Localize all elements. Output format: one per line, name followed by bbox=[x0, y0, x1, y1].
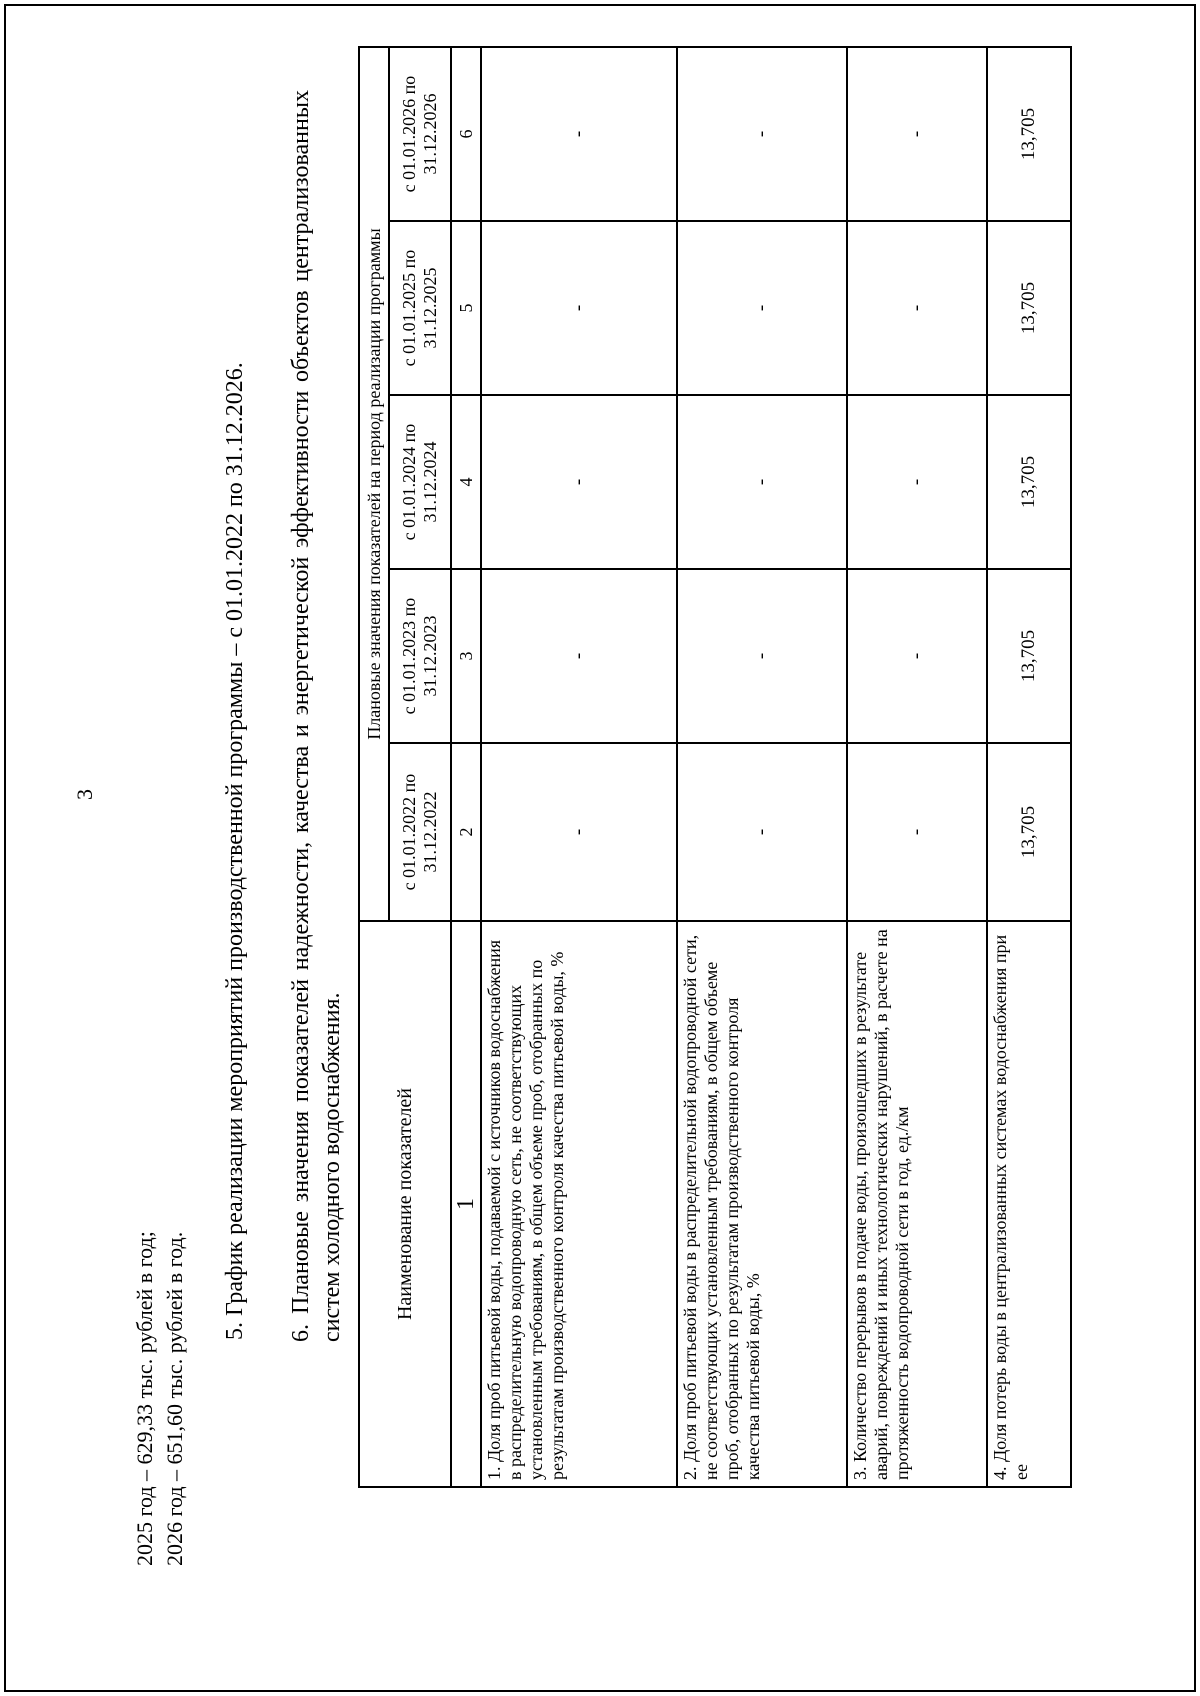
indicator-value: - bbox=[677, 743, 847, 921]
header-planned-values: Плановые значения показателей на период реализации программы bbox=[359, 47, 389, 921]
table-row bbox=[987, 47, 1071, 1487]
indicator-value: - bbox=[847, 395, 987, 569]
intro-line-2026: 2026 год – 651,60 тыс. рублей в год. bbox=[162, 1231, 187, 1566]
header-period-2024: с 01.01.2024 по 31.12.2024 bbox=[389, 395, 451, 569]
indicator-name: 3. Количество перерывов в подаче воды, произошедших в результате аварий, повреждений и иных технологических нарушений, в расчете на протяженность водопроводной сети в год, ед./км bbox=[847, 921, 987, 1487]
header-indicator-name: Наименование показателей bbox=[359, 921, 451, 1487]
table-row bbox=[847, 47, 987, 1487]
indicator-value: 13,705 bbox=[987, 395, 1071, 569]
indicator-value: 13,705 bbox=[987, 47, 1071, 221]
indicator-value: - bbox=[847, 47, 987, 221]
column-number: 6 bbox=[451, 47, 481, 221]
indicator-value: 13,705 bbox=[987, 221, 1071, 395]
indicator-value: - bbox=[847, 743, 987, 921]
indicator-value: - bbox=[847, 221, 987, 395]
indicator-value: - bbox=[677, 569, 847, 743]
indicator-value: - bbox=[481, 395, 677, 569]
column-number-row bbox=[451, 47, 481, 1487]
section-6-text: Плановые значения показателей надежности, качества и энергетической эффективности объектов централизованных систем холодного водоснабжения. bbox=[288, 90, 345, 1342]
column-number: 1 bbox=[451, 921, 481, 1487]
table-row bbox=[481, 47, 677, 1487]
indicator-value: - bbox=[677, 221, 847, 395]
indicator-value: - bbox=[677, 47, 847, 221]
indicator-name: 2. Доля проб питьевой воды в распределительной водопроводной сети, не соответствующих установленным требованиям, в общем объеме проб, отобранных по результатам производственного контроля качества питьевой воды, % bbox=[677, 921, 847, 1487]
column-number: 5 bbox=[451, 221, 481, 395]
table-row bbox=[677, 47, 847, 1487]
column-number: 4 bbox=[451, 395, 481, 569]
indicator-value: 13,705 bbox=[987, 743, 1071, 921]
indicator-value: - bbox=[677, 395, 847, 569]
header-period-2025: с 01.01.2025 по 31.12.2025 bbox=[389, 221, 451, 395]
indicators-table bbox=[358, 46, 1072, 1488]
indicator-value: - bbox=[847, 569, 987, 743]
column-number: 2 bbox=[451, 743, 481, 921]
indicator-value: - bbox=[481, 47, 677, 221]
column-number: 3 bbox=[451, 569, 481, 743]
indicator-name: 4. Доля потерь воды в централизованных системах водоснабжения при ее bbox=[987, 921, 1071, 1487]
section-5-heading: 5. График реализации мероприятий производственной программы – с 01.01.2022 по 31.12.2026. bbox=[222, 362, 248, 1340]
header-period-2023: с 01.01.2023 по 31.12.2023 bbox=[389, 569, 451, 743]
header-period-2022: с 01.01.2022 по 31.12.2022 bbox=[389, 743, 451, 921]
indicator-value: - bbox=[481, 569, 677, 743]
intro-line-2025: 2025 год – 629,33 тыс. рублей в год; bbox=[132, 1231, 157, 1566]
indicator-name: 1. Доля проб питьевой воды, подаваемой с источников водоснабжения в распределительную водопроводную сеть, не соответствующих установленным требованиям, в общем объеме проб, отобранных по результатам производственного контроля качества питьевой воды, % bbox=[481, 921, 677, 1487]
header-period-2026: с 01.01.2026 по 31.12.2026 bbox=[389, 47, 451, 221]
page-number: 3 bbox=[72, 789, 97, 800]
indicator-value: - bbox=[481, 743, 677, 921]
indicator-value: 13,705 bbox=[987, 569, 1071, 743]
section-6-heading bbox=[286, 90, 348, 1342]
section-6-number: 6. bbox=[288, 1324, 314, 1342]
indicator-value: - bbox=[481, 221, 677, 395]
